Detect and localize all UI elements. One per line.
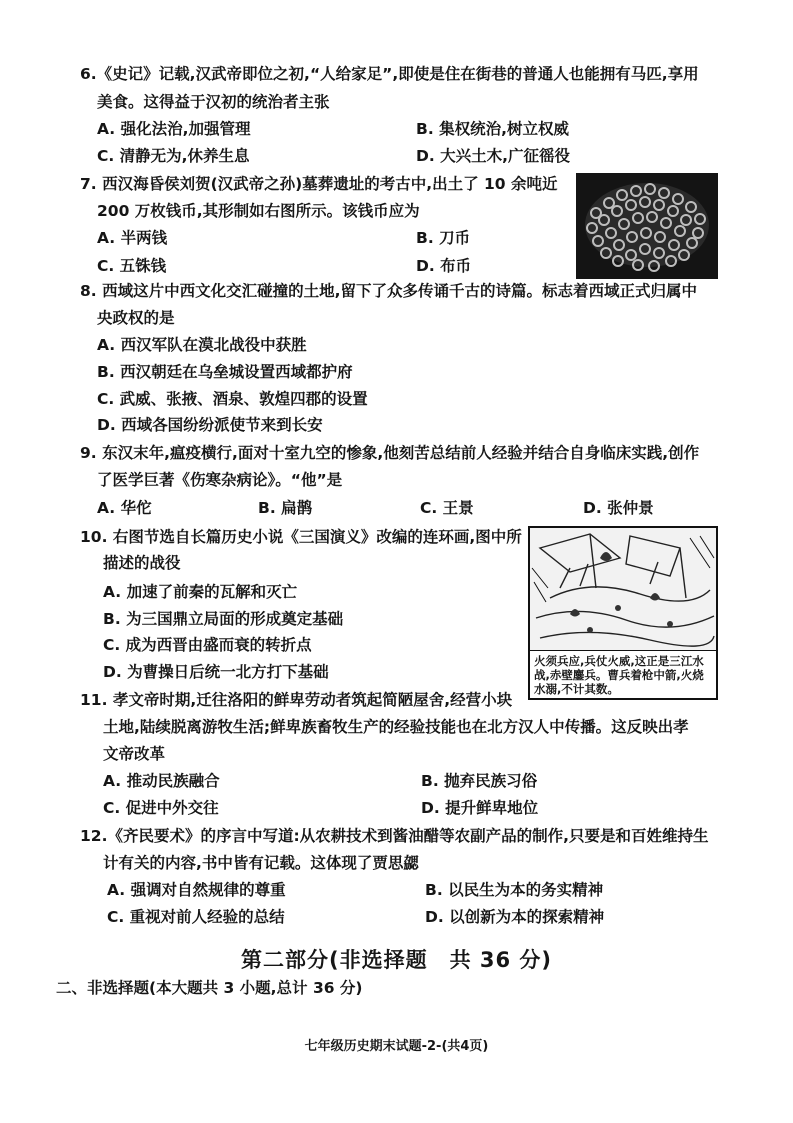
q11-stem-line2: 土地,陆续脱离游牧生活;鲜卑族畜牧生产的经验技能也在北方汉人中传播。这反映出孝 <box>103 718 689 736</box>
q9-option-d: D. 张仲景 <box>583 499 654 517</box>
q11-option-b: B. 抛弃民族习俗 <box>421 772 538 790</box>
q7-option-b: B. 刀币 <box>416 229 471 247</box>
q6-stem-line2: 美食。这得益于汉初的统治者主张 <box>97 93 330 111</box>
q8-stem-line2: 央政权的是 <box>97 309 175 327</box>
comic-caption: 火须兵应,兵仗火威,这正是三江水战,赤壁鏖兵。曹兵着枪中箭,火烧水溺,不计其数。 <box>534 654 704 696</box>
q11-option-d: D. 提升鲜卑地位 <box>421 799 539 817</box>
caption-divider <box>530 650 716 651</box>
q10-stem-line1: 10. 右图节选自长篇历史小说《三国演义》改编的连环画,图中所 <box>80 528 522 546</box>
q7-option-c: C. 五铢钱 <box>97 257 167 275</box>
q6-option-b: B. 集权统治,树立权威 <box>416 120 569 138</box>
q8-option-a: A. 西汉军队在漠北战役中获胜 <box>97 336 307 354</box>
q7-stem-line2: 200 万枚钱币,其形制如右图所示。该钱币应为 <box>97 202 420 220</box>
q8-option-b: B. 西汉朝廷在乌垒城设置西域都护府 <box>97 363 353 381</box>
q8-option-c: C. 武威、张掖、酒泉、敦煌四郡的设置 <box>97 390 368 408</box>
q7-option-a: A. 半两钱 <box>97 229 168 247</box>
q9-stem-line1: 9. 东汉末年,瘟疫横行,面对十室九空的惨象,他刻苦总结前人经验并结合自身临床实践,创作 <box>80 444 700 462</box>
comic-panel-red-cliffs <box>528 526 718 700</box>
coin-pile-photo <box>576 173 718 279</box>
q11-option-c: C. 促进中外交往 <box>103 799 219 817</box>
q10-option-d: D. 为曹操日后统一北方打下基础 <box>103 663 329 681</box>
q12-option-a: A. 强调对自然规律的尊重 <box>107 881 286 899</box>
battle-illustration <box>530 528 716 650</box>
q11-option-a: A. 推动民族融合 <box>103 772 220 790</box>
q12-option-d: D. 以创新为本的探索精神 <box>425 908 605 926</box>
q11-stem-line3: 文帝改革 <box>103 745 166 763</box>
q10-option-b: B. 为三国鼎立局面的形成奠定基础 <box>103 610 344 628</box>
q6-option-c: C. 清静无为,休养生息 <box>97 147 250 165</box>
page-footer: 七年级历史期末试题-2-(共4页) <box>304 1039 489 1054</box>
q12-option-b: B. 以民生为本的务实精神 <box>425 881 604 899</box>
q6-stem-line1: 6.《史记》记载,汉武帝即位之初,“人给家足”,即使是住在街巷的普通人也能拥有马匹,享用 <box>80 65 699 83</box>
q12-option-c: C. 重视对前人经验的总结 <box>107 908 285 926</box>
q8-stem-line1: 8. 西域这片中西文化交汇碰撞的土地,留下了众多传诵千古的诗篇。标志着西域正式归属中 <box>80 282 697 300</box>
q9-option-a: A. 华佗 <box>97 499 152 517</box>
q12-stem-line1: 12.《齐民要术》的序言中写道:从农耕技术到酱油醋等农副产品的制作,只要是和百姓维持生 <box>80 827 709 845</box>
section-two-title: 第二部分(非选择题 共 36 分) <box>240 948 553 972</box>
q12-stem-line2: 计有关的内容,书中皆有记载。这体现了贾思勰 <box>103 854 419 872</box>
q7-stem-line1: 7. 西汉海昏侯刘贺(汉武帝之孙)墓葬遗址的考古中,出土了 10 余吨近 <box>80 175 558 193</box>
q6-option-a: A. 强化法治,加强管理 <box>97 120 251 138</box>
q10-option-a: A. 加速了前秦的瓦解和灭亡 <box>103 583 298 601</box>
q9-stem-line2: 了医学巨著《伤寒杂病论》。“他”是 <box>97 471 343 489</box>
coin-pile-illustration <box>576 173 718 279</box>
section-two-heading: 二、非选择题(本大题共 3 小题,总计 36 分) <box>56 979 363 997</box>
q8-option-d: D. 西域各国纷纷派使节来到长安 <box>97 416 323 434</box>
q6-option-d: D. 大兴土木,广征徭役 <box>416 147 571 165</box>
q11-stem-line1: 11. 孝文帝时期,迁往洛阳的鲜卑劳动者筑起简陋屋舍,经营小块 <box>80 691 513 709</box>
q9-option-c: C. 王景 <box>420 499 474 517</box>
q10-stem-line2: 描述的战役 <box>103 554 181 572</box>
q9-option-b: B. 扁鹊 <box>258 499 313 517</box>
q10-option-c: C. 成为西晋由盛而衰的转折点 <box>103 636 312 654</box>
q7-option-d: D. 布币 <box>416 257 472 275</box>
